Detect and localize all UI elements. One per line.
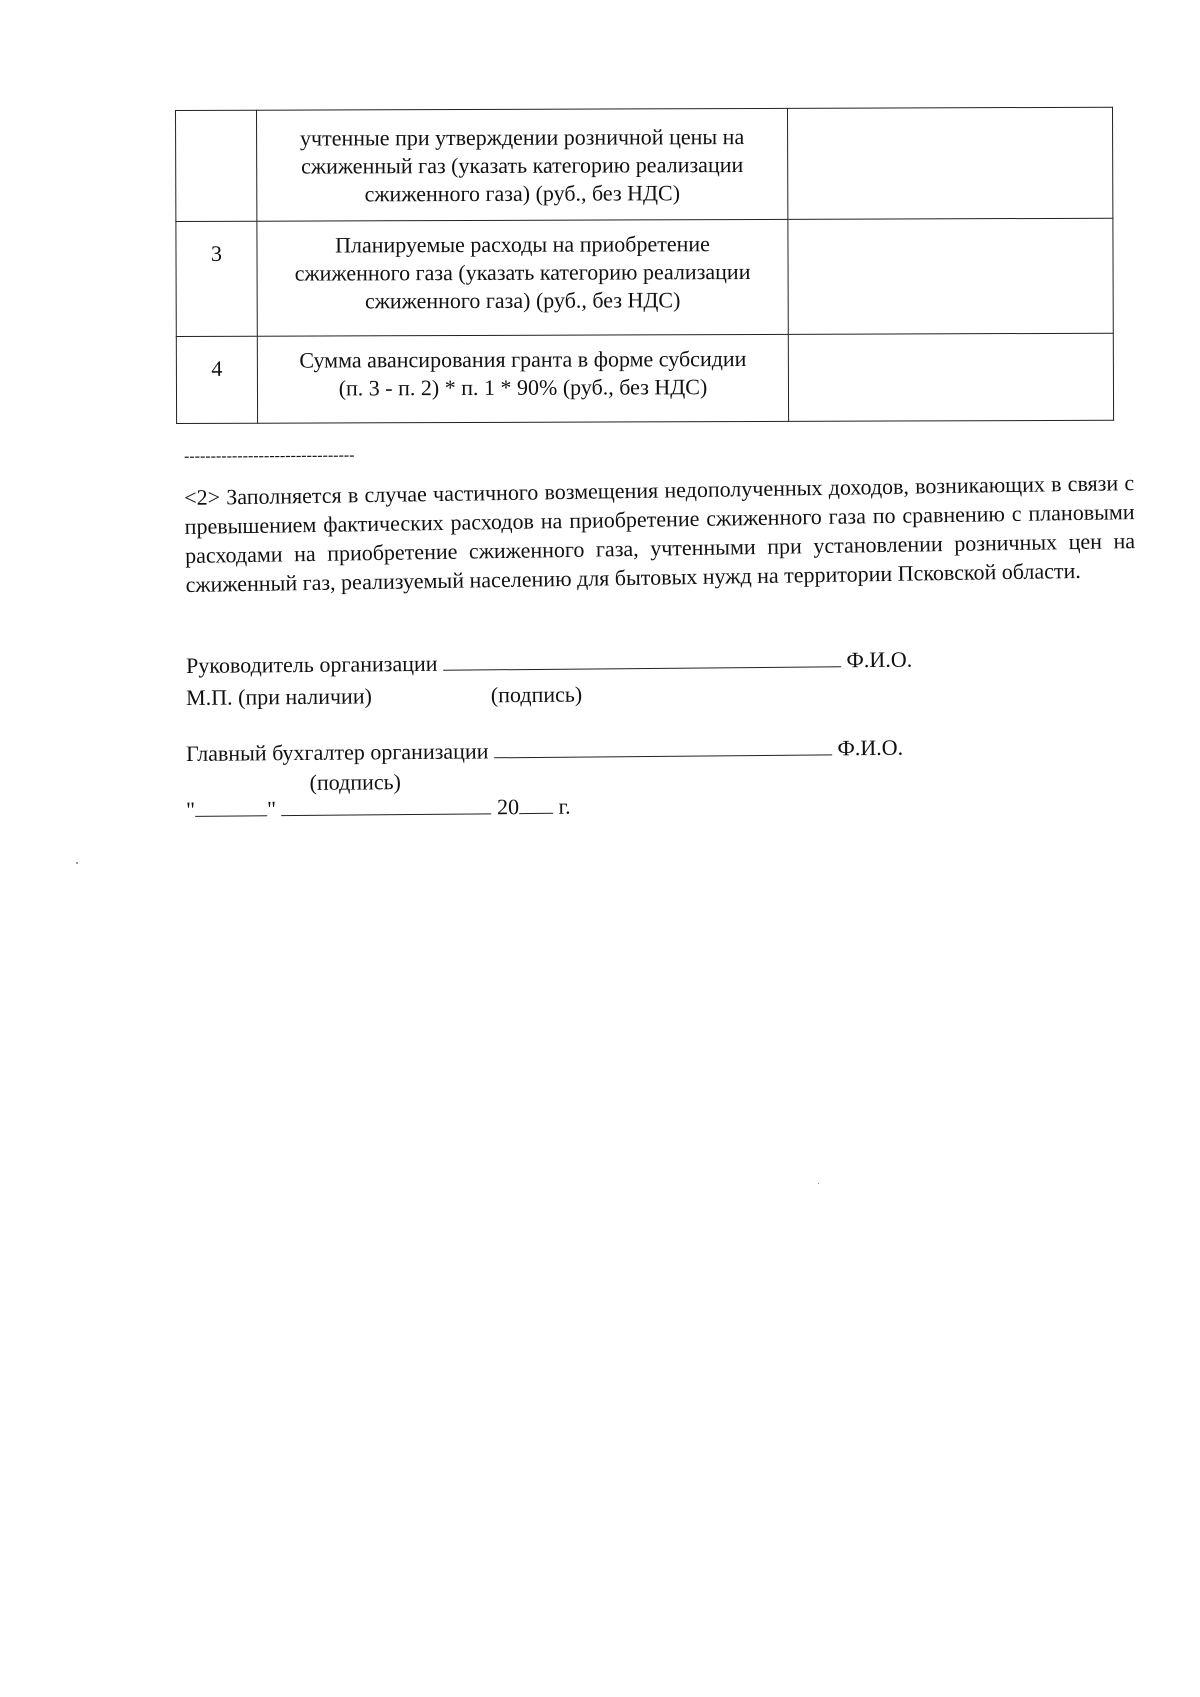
table-row bbox=[176, 333, 1113, 423]
row-description-line: сжиженный газ (указать категорию реализации bbox=[301, 152, 744, 179]
row-number bbox=[176, 110, 257, 221]
date-day-blank bbox=[195, 795, 267, 817]
head-signature-line bbox=[186, 646, 912, 680]
accountant-signature-hint: (подпись) bbox=[309, 769, 402, 795]
row-number: 4 bbox=[176, 336, 257, 423]
scan-speck bbox=[818, 1183, 819, 1184]
row-description-line: Планируемые расходы на приобретение bbox=[335, 231, 710, 258]
accountant-fio: Ф.И.О. bbox=[837, 734, 904, 761]
head-label: Руководитель организации bbox=[186, 650, 438, 678]
head-fio: Ф.И.О. bbox=[846, 646, 913, 673]
date-year-suffix: г. bbox=[558, 793, 571, 819]
date-year-blank bbox=[519, 793, 553, 814]
date-quote-open: " bbox=[186, 796, 196, 822]
row-description-line: сжиженного газа) (руб., без НДС) bbox=[364, 180, 681, 207]
date-year-prefix: 20 bbox=[496, 794, 520, 820]
accountant-signature-line bbox=[186, 734, 903, 768]
row-description bbox=[257, 108, 788, 221]
row-number: 3 bbox=[176, 221, 257, 336]
row-value-cell bbox=[788, 333, 1113, 421]
row-description-line: (п. 3 - п. 2) * п. 1 * 90% (руб., без НДС) bbox=[338, 374, 708, 401]
table-row bbox=[176, 107, 1113, 221]
table-row bbox=[176, 218, 1113, 336]
accountant-label: Главный бухгалтер организации bbox=[186, 738, 489, 766]
row-description-line: Сумма авансирования гранта в форме субсидии bbox=[299, 346, 747, 373]
row-description-line: учтенные при утверждении розничной цены на bbox=[299, 124, 745, 151]
head-signature-blank bbox=[443, 646, 841, 670]
stamp-line bbox=[186, 681, 582, 712]
row-value-cell bbox=[788, 218, 1113, 334]
accountant-signature-blank bbox=[494, 734, 832, 758]
scan-speck bbox=[76, 862, 78, 864]
footnote-text: <2> Заполняется в случае частичного возмещения недополученных доходов, возникающих в связи с превышением фактических расходов на приобретение сжиженного газа по сравнению с плановыми расходами на приобретение сжиженного газа, учтенными при установлении розничных цен на сжиженный газ, реализуемый населению для бытовых нужд на территории Псковской области. bbox=[184, 470, 1136, 597]
row-value-cell bbox=[787, 107, 1112, 219]
row-description bbox=[257, 334, 788, 423]
date-line bbox=[186, 793, 571, 824]
row-description bbox=[257, 219, 788, 336]
stamp-label: М.П. (при наличии) bbox=[186, 683, 372, 710]
row-description-line: сжиженного газа (указать категорию реализации bbox=[294, 258, 751, 286]
date-month-blank bbox=[281, 793, 491, 816]
signature-hint: (подпись) bbox=[490, 681, 583, 708]
subsidy-table bbox=[175, 107, 1114, 424]
row-description-line: сжиженного газа) (руб., без НДС) bbox=[364, 287, 681, 314]
date-quote-close: " bbox=[266, 796, 277, 822]
footnote-separator: -------------------------------- bbox=[184, 446, 355, 465]
